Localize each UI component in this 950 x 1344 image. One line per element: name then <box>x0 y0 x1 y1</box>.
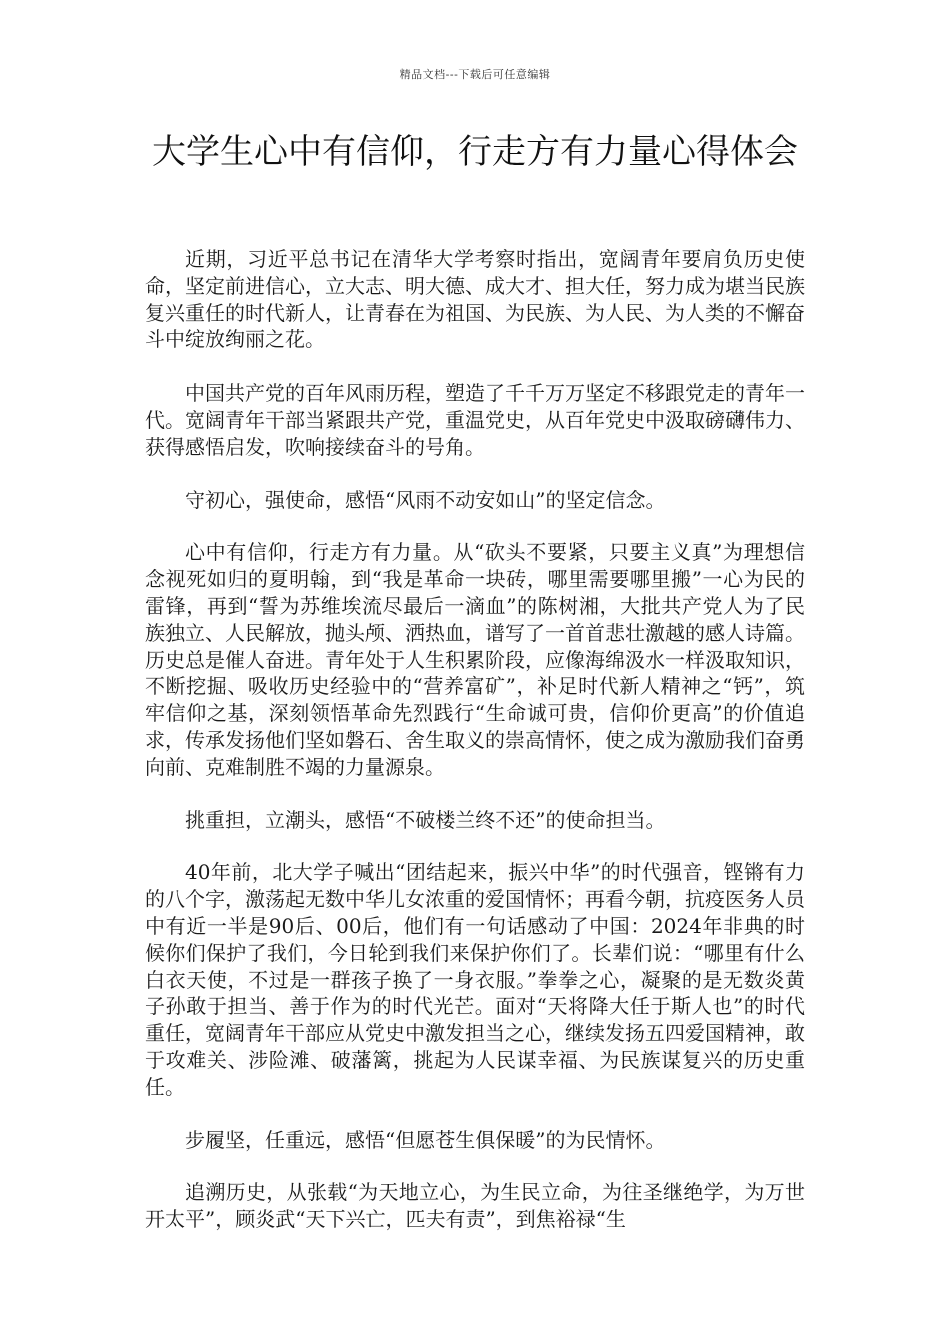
paragraph-1: 近期，习近平总书记在清华大学考察时指出，宽阔青年要肩负历史使命，坚定前进信心，立大志、明大德、成大才、担大任，努力成为堪当民族复兴重任的时代新人，让青春在为祖国、为民族、为人民、为人类的不懈奋斗中绽放绚丽之花。 <box>145 247 805 352</box>
paragraph-4: 40年前，北大学子喊出“团结起来，振兴中华”的时代强音，铿锵有力的八个字，激荡起无数中华儿女浓重的爱国情怀；再看今朝，抗疫医务人员中有近一半是90后、00后，他们有一句话感动了中国：2024年非典的时候你们保护了我们，今日轮到我们来保护你们了。长辈们说：“哪里有什么白衣天使，不过是一群孩子换了一身衣服。”拳拳之心，凝聚的是无数炎黄子孙敢于担当、善于作为的时代光芒。面对“天将降大任于斯人也”的时代重任，宽阔青年干部应从党史中激发担当之心，继续发扬五四爱国精神，敢于攻难关、涉险滩、破藩篱，挑起为人民谋幸福、为民族谋复兴的历史重任。 <box>145 860 805 1099</box>
paragraph-5: 追溯历史，从张载“为天地立心，为生民立命，为往圣继绝学，为万世开太平”，顾炎武“天下兴亡，匹夫有责”，到焦裕禄“生 <box>145 1180 805 1232</box>
document-body <box>145 246 805 1233</box>
section-heading-1: 守初心，强使命，感悟“风雨不动安如山”的坚定信念。 <box>185 487 666 512</box>
paragraph-3: 心中有信仰，行走方有力量。从“砍头不要紧，只要主义真”为理想信念视死如归的夏明翰，到“我是革命一块砖，哪里需要哪里搬”一心为民的雷锋，再到“誓为苏维埃流尽最后一滴血”的陈树湘，大批共产党人为了民族独立、人民解放，抛头颅、洒热血，谱写了一首首悲壮激越的感人诗篇。历史总是催人奋进。青年处于人生积累阶段，应像海绵汲水一样汲取知识，不断挖掘、吸收历史经验中的“营养富矿”，补足时代新人精神之“钙”，筑牢信仰之基，深刻领悟革命先烈践行“生命诚可贵，信仰价更高”的价值追求，传承发扬他们坚如磐石、舍生取义的崇高情怀，使之成为激励我们奋勇向前、克难制胜不竭的力量源泉。 <box>145 540 805 779</box>
section-heading-2: 挑重担，立潮头，感悟“不破楼兰终不还”的使命担当。 <box>185 807 666 832</box>
section-heading-3: 步履坚，任重远，感悟“但愿苍生俱保暖”的为民情怀。 <box>185 1127 666 1152</box>
paragraph-2: 中国共产党的百年风雨历程，塑造了千千万万坚定不移跟党走的青年一代。宽阔青年干部当紧跟共产党，重温党史，从百年党史中汲取磅礴伟力、获得感悟启发，吹响接续奋斗的号角。 <box>145 381 805 459</box>
document-title: 大学生心中有信仰，行走方有力量心得体会 <box>152 132 798 172</box>
header-note: 精品文档---下载后可任意编辑 <box>399 68 551 81</box>
